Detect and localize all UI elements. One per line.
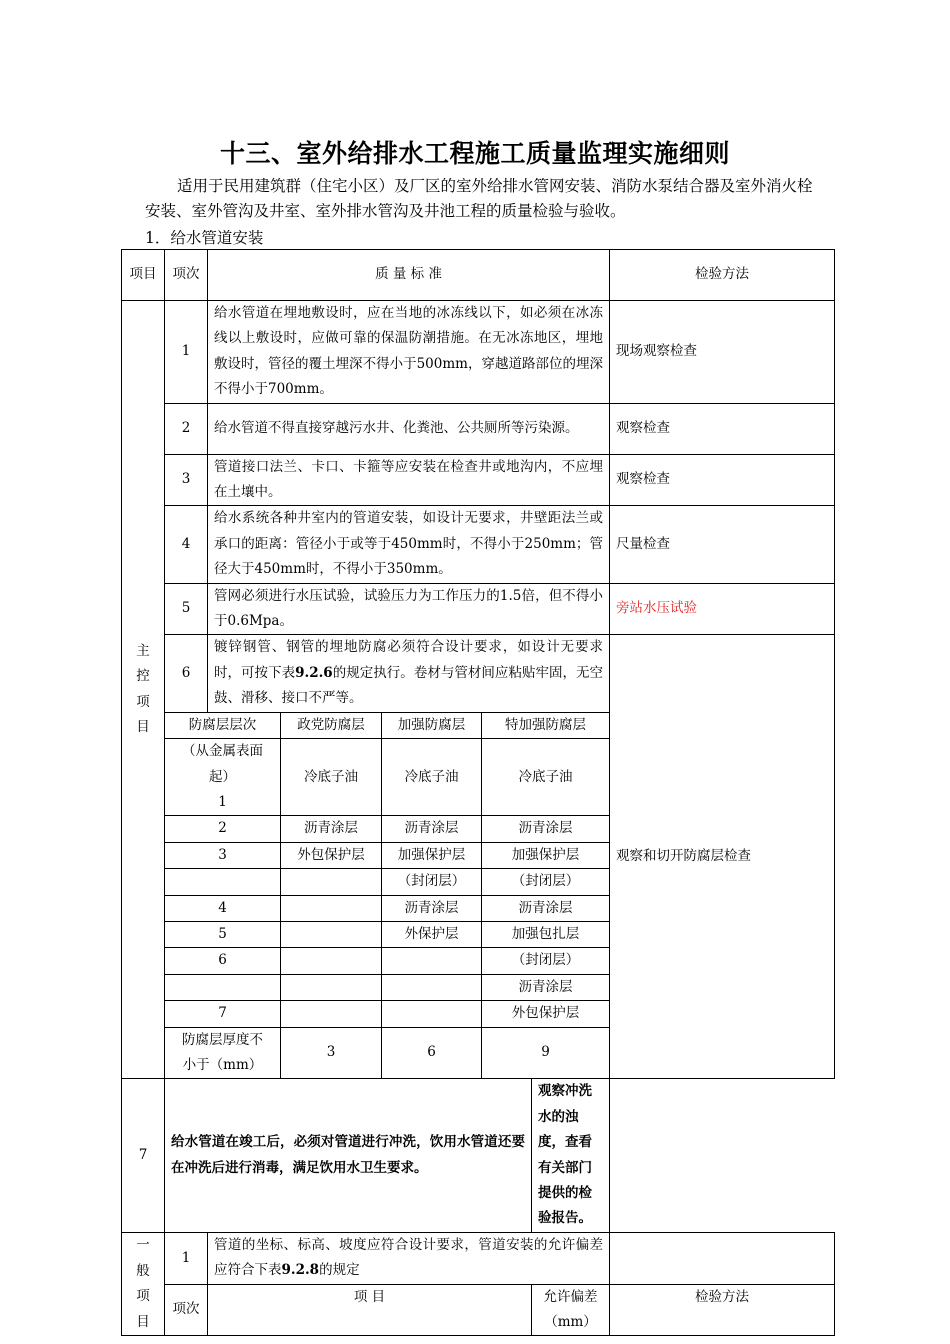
table-row — [122, 1079, 835, 1232]
standard-text: 管网必须进行水压试验，试验压力为工作压力的1.5倍，但不得小于0.6Mpa。 — [208, 583, 610, 635]
standard-text: 管道接口法兰、卡口、卡箍等应安装在检查井或地沟内，不应埋在土壤中。 — [208, 454, 610, 506]
header-standard: 质 量 标 准 — [208, 250, 610, 301]
standard-text: 给水系统各种井室内的管道安装，如设计无要求，井壁距法兰或承口的距离：管径小于或等于450mm时，不得小于250mm；管径大于450mm时，不得小于350mm。 — [208, 506, 610, 583]
sub-header-method: 检验方法 — [610, 1284, 835, 1336]
header-method: 检验方法 — [610, 250, 835, 301]
intro-paragraph: 适用于民用建筑群（住宅小区）及厂区的室外给排水管网安装、消防水泵结合器及室外消火栓安装、室外管沟及井室、室外排水管沟及井池工程的质量检验与验收。 — [145, 177, 813, 220]
coating-row: 沥青涂层 — [122, 974, 835, 1000]
method-text: 观察检查 — [610, 454, 835, 506]
general-subheader-row — [122, 1284, 835, 1336]
row-number: 7 — [122, 1079, 165, 1232]
method-text: 观察检查 — [610, 403, 835, 454]
row-number: 5 — [165, 583, 208, 635]
coating-thickness-row: 防腐层厚度不小于（mm） 3 6 9 — [122, 1027, 835, 1079]
main-items-label: 主控项目 — [122, 301, 165, 1079]
coating-row: 4 沥青涂层 沥青涂层 — [122, 895, 835, 921]
coating-row: 5 外保护层 加强包扎层 — [122, 921, 835, 947]
header-index: 项次 — [165, 250, 208, 301]
section-heading: 1．给水管道安装 — [145, 229, 264, 247]
table-row — [122, 583, 835, 635]
standard-text: 管道的坐标、标高、坡度应符合设计要求，管道安装的允许偏差应符合下表9.2.8的规定 — [208, 1232, 610, 1284]
method-text: 观察冲洗水的浊度，查看有关部门提供的检验报告。 — [532, 1079, 610, 1232]
method-text: 观察和切开防腐层检查 — [610, 635, 835, 1079]
row-number: 4 — [165, 506, 208, 583]
table-row — [122, 506, 835, 583]
coating-row: （封闭层） （封闭层） — [122, 869, 835, 895]
table-row — [122, 635, 835, 712]
table-row — [122, 403, 835, 454]
sub-header-index: 项次 — [165, 1284, 208, 1336]
row-number: 6 — [165, 635, 208, 712]
sub-header-deviation: 允许偏差（mm） — [532, 1284, 610, 1336]
general-items-label: 一般项目 — [122, 1232, 165, 1336]
standard-text: 给水管道在埋地敷设时，应在当地的冰冻线以下，如必须在冰冻线以上敷设时，应做可靠的保温防潮措施。在无冰冻地区，埋地敷设时，管径的覆土埋深不得小于500mm，穿越道路部位的埋深不得小于700mm。 — [208, 301, 610, 404]
row-number: 3 — [165, 454, 208, 506]
table-row — [122, 301, 835, 404]
page-title: 十三、室外给排水工程施工质量监理实施细则 — [219, 139, 730, 168]
table-row — [122, 1232, 835, 1284]
row-number: 2 — [165, 403, 208, 454]
coating-row: 3 外包保护层 加强保护层 加强保护层 — [122, 842, 835, 868]
quality-table — [121, 249, 835, 1336]
coating-row: 6 （封闭层） — [122, 948, 835, 974]
coating-header-row: 防腐层层次 政党防腐层 加强防腐层 特加强防腐层 — [122, 712, 835, 738]
coating-row: （从金属表面起） 1 冷底子油 冷底子油 冷底子油 — [122, 739, 835, 816]
standard-text: 给水管道在竣工后，必须对管道进行冲洗，饮用水管道还要在冲洗后进行消毒，满足饮用水卫生要求。 — [165, 1079, 532, 1232]
coating-row: 2 沥青涂层 沥青涂层 沥青涂层 — [122, 816, 835, 842]
table-header-row — [122, 250, 835, 301]
method-text: 现场观察检查 — [610, 301, 835, 404]
method-text: 尺量检查 — [610, 506, 835, 583]
method-text — [610, 1232, 835, 1284]
row-number: 1 — [165, 301, 208, 404]
standard-text: 给水管道不得直接穿越污水井、化粪池、公共厕所等污染源。 — [208, 403, 610, 454]
table-row — [122, 454, 835, 506]
method-text-highlight: 旁站水压试验 — [610, 583, 835, 635]
standard-text: 镀锌钢管、钢管的埋地防腐必须符合设计要求，如设计无要求时，可按下表9.2.6的规定执行。卷材与管材间应粘贴牢固，无空鼓、滑移、接口不严等。 — [208, 635, 610, 712]
header-category: 项目 — [122, 250, 165, 301]
sub-header-item: 项 目 — [208, 1284, 532, 1336]
row-number: 1 — [165, 1232, 208, 1284]
coating-row: 7 外包保护层 — [122, 1001, 835, 1027]
